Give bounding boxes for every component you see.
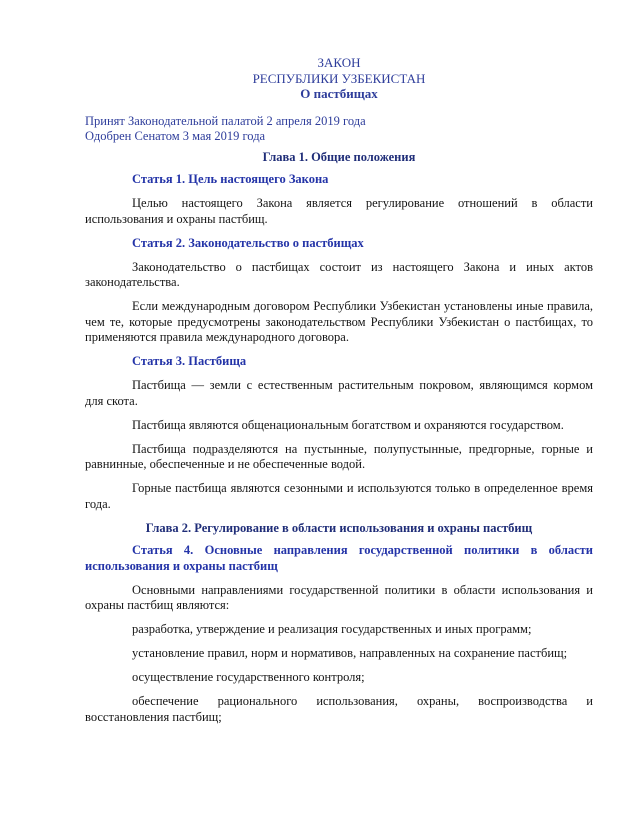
- article-heading: Статья 4. Основные направления государственной политики в области использования и охраны пастбищ: [85, 543, 593, 573]
- law-title-line-2: РЕСПУБЛИКИ УЗБЕКИСТАН: [252, 70, 426, 86]
- chapter-heading: Глава 1. Общие положения: [262, 149, 416, 164]
- law-title-line-1: ЗАКОН: [317, 55, 361, 70]
- paragraph: Горные пастбища являются сезонными и используются только в определенное время года.: [85, 481, 593, 511]
- approved-by-senate-line: Одобрен Сенатом 3 мая 2019 года: [85, 129, 266, 143]
- adopted-by-chamber-line: Принят Законодательной палатой 2 апреля 2019 года: [85, 113, 366, 128]
- paragraph: разработка, утверждение и реализация государственных и иных программ;: [132, 622, 532, 636]
- adoption-info: [85, 114, 593, 145]
- paragraph: Целью настоящего Закона является регулирование отношений в области использования и охраны пастбищ.: [85, 196, 593, 226]
- paragraph: обеспечение рационального использования, охраны, воспроизводства и восстановления пастбищ;: [85, 694, 593, 724]
- paragraph: Если международным договором Республики Узбекистан установлены иные правила, чем те, которые предусмотрены законодательством Республики Узбекистан о пастбищах, то применяются правила международного договора.: [85, 299, 593, 344]
- paragraph: Законодательство о пастбищах состоит из настоящего Закона и иных актов законодательства.: [85, 259, 593, 289]
- chapter-heading: Глава 2. Регулирование в области использования и охраны пастбищ: [145, 520, 533, 535]
- paragraph: установление правил, норм и нормативов, направленных на сохранение пастбищ;: [132, 646, 568, 660]
- article-heading: Статья 1. Цель настоящего Закона: [132, 172, 329, 186]
- article-heading: Статья 3. Пастбища: [132, 354, 247, 368]
- paragraph: Пастбища подразделяются на пустынные, полупустынные, предгорные, горные и равнинные, обеспеченные и не обеспеченные водой.: [85, 441, 593, 471]
- paragraph: Пастбища — земли с естественным растительным покровом, являющимся кормом для скота.: [85, 378, 593, 408]
- paragraph: осуществление государственного контроля;: [132, 670, 365, 684]
- article-heading: Статья 2. Законодательство о пастбищах: [132, 235, 364, 250]
- law-subject-title: О пастбищах: [300, 86, 378, 101]
- paragraph: Основными направлениями государственной политики в области использования и охраны пастбищ являются:: [85, 582, 593, 612]
- paragraph: Пастбища являются общенациональным богатством и охраняются государством.: [132, 417, 564, 432]
